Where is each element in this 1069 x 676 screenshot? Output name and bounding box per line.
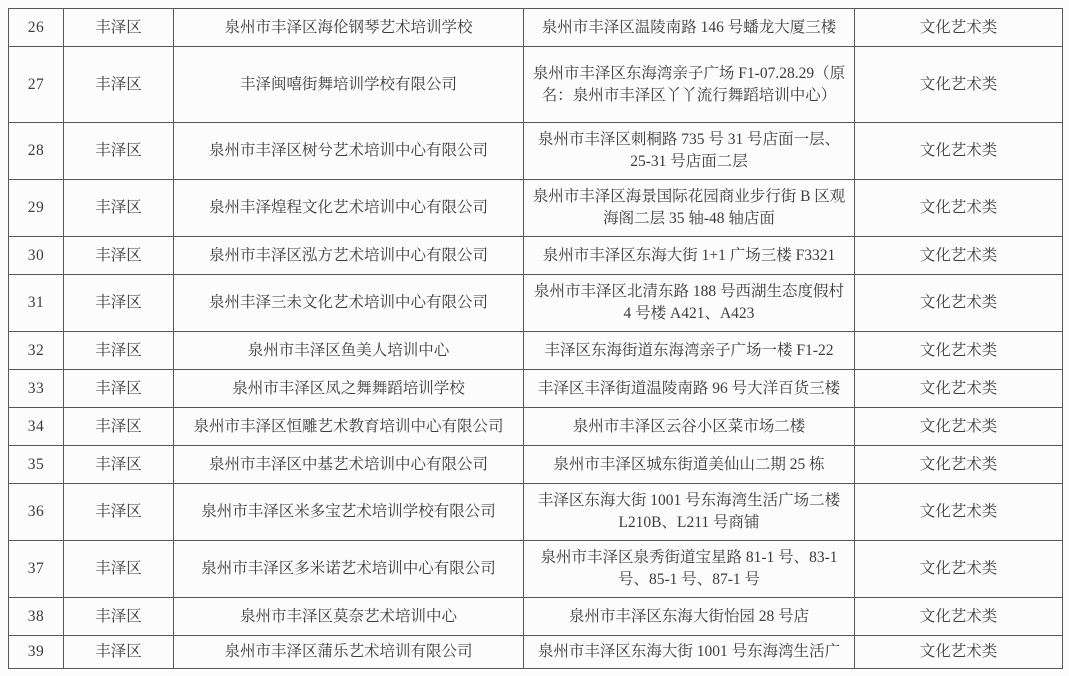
category-cell: 文化艺术类 <box>855 332 1063 370</box>
table-row <box>9 446 1063 484</box>
table-row <box>9 541 1063 598</box>
category-cell: 文化艺术类 <box>855 275 1063 332</box>
district-cell: 丰泽区 <box>64 332 174 370</box>
row-number-cell: 33 <box>9 370 64 408</box>
school-name-cell: 泉州市丰泽区树兮艺术培训中心有限公司 <box>174 123 524 180</box>
address-cell: 丰泽区东海大街 1001 号东海湾生活广场二楼 L210B、L211 号商铺 <box>524 484 855 541</box>
row-number-cell: 28 <box>9 123 64 180</box>
row-number-cell: 30 <box>9 237 64 275</box>
category-cell: 文化艺术类 <box>855 370 1063 408</box>
school-name-cell: 泉州市丰泽区海伦钢琴艺术培训学校 <box>174 9 524 47</box>
district-cell: 丰泽区 <box>64 370 174 408</box>
category-cell: 文化艺术类 <box>855 123 1063 180</box>
table-row <box>9 484 1063 541</box>
school-name-cell: 泉州市丰泽区中基艺术培训中心有限公司 <box>174 446 524 484</box>
district-cell: 丰泽区 <box>64 541 174 598</box>
category-cell: 文化艺术类 <box>855 598 1063 636</box>
school-name-cell: 泉州市丰泽区鱼美人培训中心 <box>174 332 524 370</box>
school-name-cell: 泉州市丰泽区米多宝艺术培训学校有限公司 <box>174 484 524 541</box>
school-name-cell: 泉州市丰泽区莫奈艺术培训中心 <box>174 598 524 636</box>
category-cell: 文化艺术类 <box>855 9 1063 47</box>
district-cell: 丰泽区 <box>64 47 174 123</box>
district-cell: 丰泽区 <box>64 275 174 332</box>
table-row <box>9 598 1063 636</box>
table-row <box>9 408 1063 446</box>
school-name-cell: 泉州市丰泽区蒲乐艺术培训有限公司 <box>174 636 524 669</box>
school-name-cell: 泉州市丰泽区凤之舞舞蹈培训学校 <box>174 370 524 408</box>
address-cell: 泉州市丰泽区刺桐路 735 号 31 号店面一层、25-31 号店面二层 <box>524 123 855 180</box>
district-cell: 丰泽区 <box>64 9 174 47</box>
category-cell: 文化艺术类 <box>855 180 1063 237</box>
category-cell: 文化艺术类 <box>855 484 1063 541</box>
district-cell: 丰泽区 <box>64 446 174 484</box>
district-cell: 丰泽区 <box>64 636 174 669</box>
document-page <box>8 8 1062 669</box>
district-cell: 丰泽区 <box>64 484 174 541</box>
row-number-cell: 31 <box>9 275 64 332</box>
table-row <box>9 332 1063 370</box>
address-cell: 泉州市丰泽区云谷小区菜市场二楼 <box>524 408 855 446</box>
table-row <box>9 180 1063 237</box>
school-name-cell: 泉州市丰泽区泓方艺术培训中心有限公司 <box>174 237 524 275</box>
category-cell: 文化艺术类 <box>855 446 1063 484</box>
school-name-cell: 泉州市丰泽区恒雕艺术教育培训中心有限公司 <box>174 408 524 446</box>
category-cell: 文化艺术类 <box>855 636 1063 669</box>
district-cell: 丰泽区 <box>64 180 174 237</box>
school-name-cell: 丰泽闽嘻街舞培训学校有限公司 <box>174 47 524 123</box>
category-cell: 文化艺术类 <box>855 47 1063 123</box>
row-number-cell: 35 <box>9 446 64 484</box>
address-cell: 泉州市丰泽区东海大街 1+1 广场三楼 F3321 <box>524 237 855 275</box>
district-cell: 丰泽区 <box>64 408 174 446</box>
row-number-cell: 32 <box>9 332 64 370</box>
district-cell: 丰泽区 <box>64 237 174 275</box>
training-institutions-table <box>8 8 1063 669</box>
table-row <box>9 636 1063 669</box>
row-number-cell: 38 <box>9 598 64 636</box>
address-cell: 泉州市丰泽区北清东路 188 号西湖生态度假村 4 号楼 A421、A423 <box>524 275 855 332</box>
table-row <box>9 9 1063 47</box>
category-cell: 文化艺术类 <box>855 408 1063 446</box>
district-cell: 丰泽区 <box>64 598 174 636</box>
address-cell: 泉州市丰泽区东海湾亲子广场 F1-07.28.29（原名：泉州市丰泽区丫丫流行舞蹈培训中心） <box>524 47 855 123</box>
row-number-cell: 29 <box>9 180 64 237</box>
row-number-cell: 37 <box>9 541 64 598</box>
row-number-cell: 39 <box>9 636 64 669</box>
address-cell: 泉州市丰泽区东海大街怡园 28 号店 <box>524 598 855 636</box>
address-cell: 泉州市丰泽区城东街道美仙山二期 25 栋 <box>524 446 855 484</box>
school-name-cell: 泉州丰泽煌程文化艺术培训中心有限公司 <box>174 180 524 237</box>
table-row <box>9 370 1063 408</box>
address-cell: 泉州市丰泽区温陵南路 146 号蟠龙大厦三楼 <box>524 9 855 47</box>
row-number-cell: 34 <box>9 408 64 446</box>
school-name-cell: 泉州市丰泽区多米诺艺术培训中心有限公司 <box>174 541 524 598</box>
table-row <box>9 123 1063 180</box>
category-cell: 文化艺术类 <box>855 541 1063 598</box>
row-number-cell: 27 <box>9 47 64 123</box>
address-cell: 丰泽区丰泽街道温陵南路 96 号大洋百货三楼 <box>524 370 855 408</box>
address-cell: 泉州市丰泽区海景国际花园商业步行街 B 区观海阁二层 35 轴-48 轴店面 <box>524 180 855 237</box>
table-row <box>9 275 1063 332</box>
row-number-cell: 26 <box>9 9 64 47</box>
table-row <box>9 237 1063 275</box>
address-cell: 泉州市丰泽区泉秀街道宝星路 81-1 号、83-1 号、85-1 号、87-1 号 <box>524 541 855 598</box>
school-name-cell: 泉州丰泽三未文化艺术培训中心有限公司 <box>174 275 524 332</box>
address-cell: 丰泽区东海街道东海湾亲子广场一楼 F1-22 <box>524 332 855 370</box>
table-row <box>9 47 1063 123</box>
district-cell: 丰泽区 <box>64 123 174 180</box>
category-cell: 文化艺术类 <box>855 237 1063 275</box>
address-cell: 泉州市丰泽区东海大街 1001 号东海湾生活广 <box>524 636 855 669</box>
row-number-cell: 36 <box>9 484 64 541</box>
